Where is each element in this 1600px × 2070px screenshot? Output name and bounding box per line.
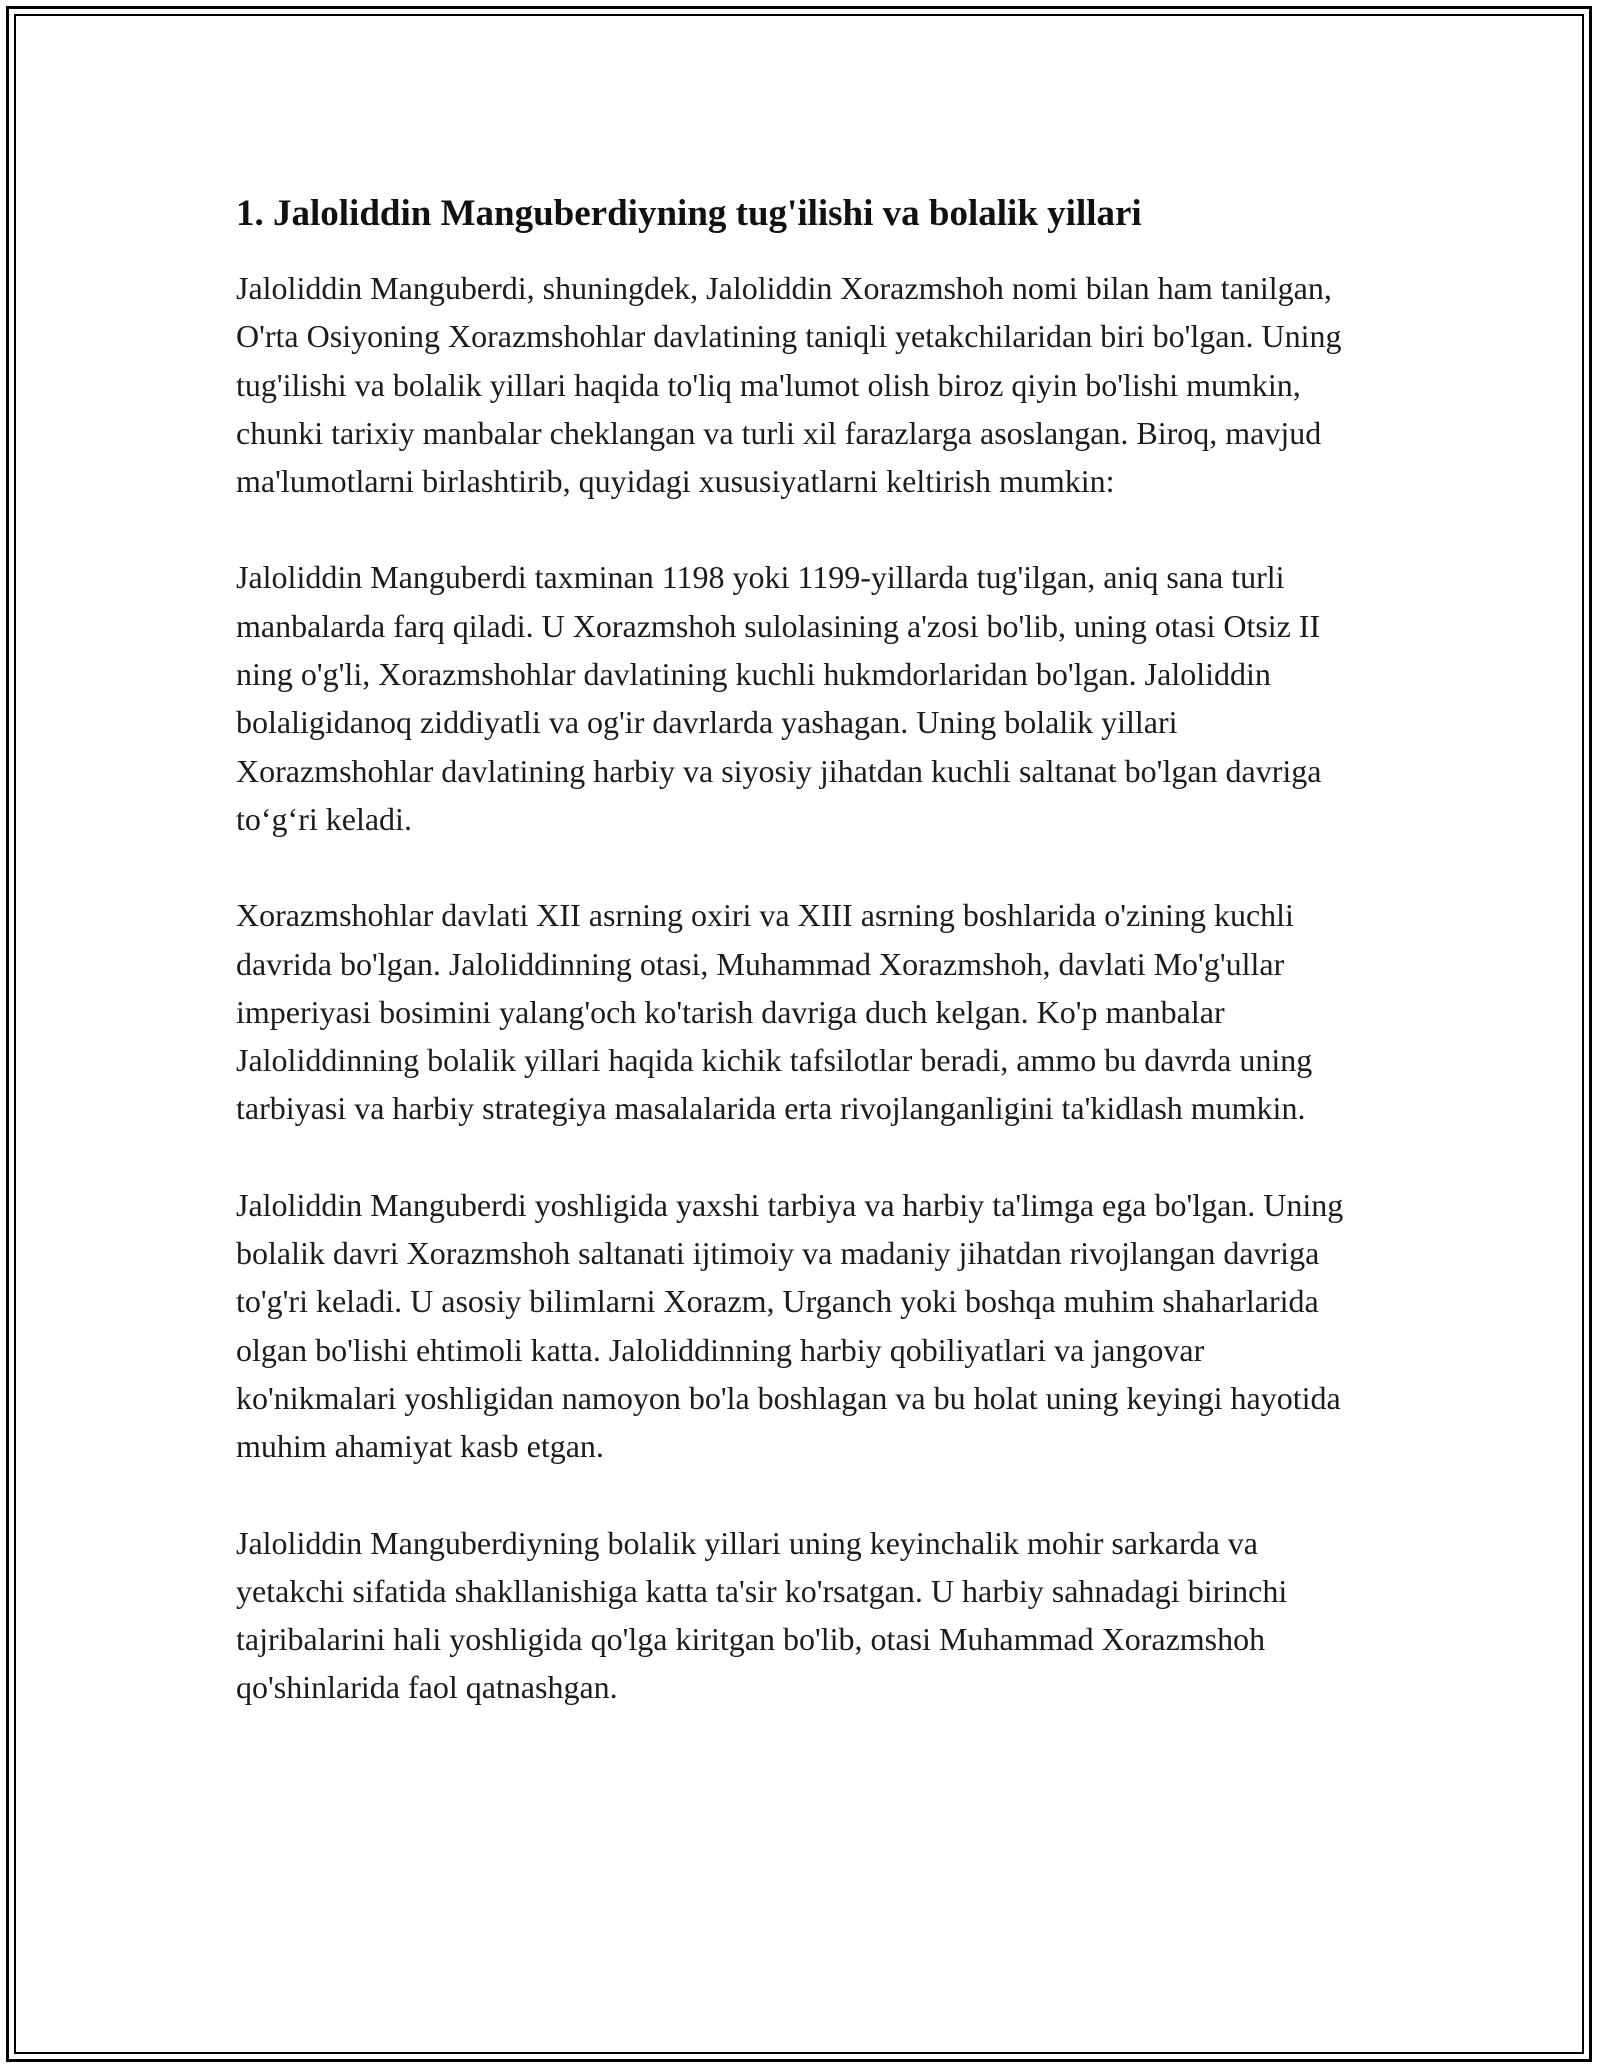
section-heading: 1. Jaloliddin Manguberdiyning tug'ilishi va bolalik yillari (236, 193, 1142, 234)
paragraph-birth: Jaloliddin Manguberdi taxminan 1198 yoki 1199-yillarda tug'ilgan, aniq sana turli manbalarda farq qiladi. U Xorazmshoh sulolasining a'zosi bo'lib, uning otasi Otsiz II ning o'g'li, Xorazmshohlar davlatining kuchli hukmdorlaridan bo'lgan. Jaloliddin bolaligidanoq ziddiyatli va og'ir davrlarda yashagan. Uning bolalik yillari Xorazmshohlar davlatining harbiy va siyosiy jihatdan kuchli saltanat bo'lgan davriga to‘g‘ri keladi. (236, 559, 1322, 837)
paragraph-state: Xorazmshohlar davlati XII asrning oxiri va XIII asrning boshlarida o'zining kuchli davrida bo'lgan. Jaloliddinning otasi, Muhammad Xorazmshoh, davlati Mo'g'ullar imperiyasi bosimini yalang'och ko'tarish davriga duch kelgan. Ko'p manbalar Jaloliddinning bolalik yillari haqida kichik tafsilotlar beradi, ammo bu davrda uning tarbiyasi va harbiy strategiya masalalarida erta rivojlanganligini ta'kidlash mumkin. (236, 897, 1313, 1127)
document-body (236, 190, 1366, 1760)
paragraph-legacy: Jaloliddin Manguberdiyning bolalik yillari uning keyinchalik mohir sarkarda va yetakchi sifatida shakllanishiga katta ta'sir ko'rsatgan. U harbiy sahnadagi birinchi tajribalarini hali yoshligida qo'lga kiritgan bo'lib, otasi Muhammad Xorazmshoh qo'shinlarida faol qatnashgan. (236, 1524, 1288, 1706)
paragraph-education: Jaloliddin Manguberdi yoshligida yaxshi tarbiya va harbiy ta'limga ega bo'lgan. Uning bolalik davri Xorazmshoh saltanati ijtimoiy va madaniy jihatdan rivojlangan davriga to'g'ri keladi. U asosiy bilimlarni Xorazm, Urganch yoki boshqa muhim shaharlarida olgan bo'lishi ehtimoli katta. Jaloliddinning harbiy qobiliyatlari va jangovar ko'nikmalari yoshligidan namoyon bo'la boshlagan va bu holat uning keyingi hayotida muhim ahamiyat kasb etgan. (236, 1186, 1344, 1465)
paragraph-intro: Jaloliddin Manguberdi, shuningdek, Jaloliddin Xorazmshoh nomi bilan ham tanilgan, O'rta Osiyoning Xorazmshohlar davlatining taniqli yetakchilaridan biri bo'lgan. Uning tug'ilishi va bolalik yillari haqida to'liq ma'lumot olish biroz qiyin bo'lishi mumkin, chunki tarixiy manbalar cheklangan va turli xil farazlarga asoslangan. Biroq, mavjud ma'lumotlarni birlashtirib, quyidagi xususiyatlarni keltirish mumkin: (236, 270, 1342, 500)
